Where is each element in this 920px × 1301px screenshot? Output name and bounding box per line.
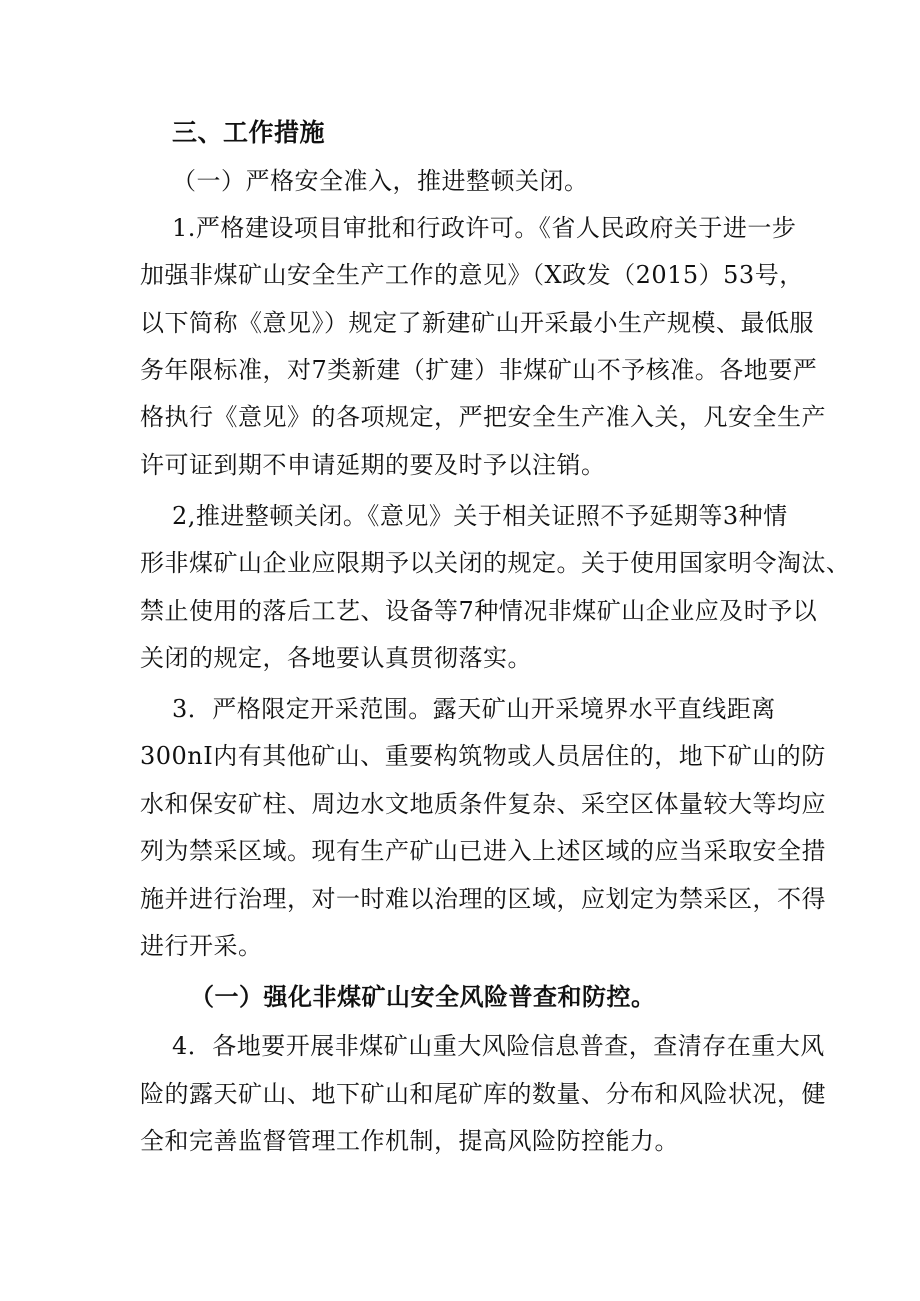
paragraph-2-line-4: 关闭的规定，各地要认真贯彻落实。 — [140, 644, 532, 672]
paragraph-4-line-2: 险的露天矿山、地下矿山和尾矿库的数量、分布和风险状况，健 — [140, 1080, 826, 1108]
paragraph-3-line-6: 进行开采。 — [140, 932, 263, 960]
paragraph-1-line-4: 务年限标准，对7类新建（扩建）非煤矿山不予核准。各地要严 — [140, 356, 818, 384]
subsection-title-2: （一）强化非煤矿山安全风险普查和防控。 — [190, 983, 656, 1011]
paragraph-3-line-2: 300nI内有其他矿山、重要构筑物或人员居住的，地下矿山的防 — [140, 742, 826, 770]
paragraph-2-line-3: 禁止使用的落后工艺、设备等7种情况非煤矿山企业应及时予以 — [140, 597, 818, 625]
paragraph-2-line-1: 2,推进整顿关闭。《意见》关于相关证照不予延期等3种情 — [172, 502, 788, 530]
section-title: 三、工作措施 — [172, 118, 326, 147]
paragraph-3-line-4: 列为禁采区域。现有生产矿山已进入上述区域的应当采取安全措 — [140, 837, 826, 865]
paragraph-4-line-3: 全和完善监督管理工作机制，提高风险防控能力。 — [140, 1127, 679, 1155]
paragraph-3-line-5: 施并进行治理，对一时难以治理的区域，应划定为禁采区，不得 — [140, 885, 826, 913]
paragraph-1-line-2: 加强非煤矿山安全生产工作的意见》（X政发（2015）53号， — [140, 261, 804, 289]
paragraph-3-line-1: 3．严格限定开采范围。露天矿山开采境界水平直线距离 — [172, 695, 776, 723]
paragraph-1-line-6: 许可证到期不申请延期的要及时予以注销。 — [140, 451, 606, 479]
paragraph-1-line-5: 格执行《意见》的各项规定，严把安全生产准入关，凡安全生产 — [140, 403, 826, 431]
paragraph-3-line-3: 水和保安矿柱、周边水文地质条件复杂、采空区体量较大等均应 — [140, 790, 826, 818]
paragraph-1-line-1: 1.严格建设项目审批和行政许可。《省人民政府关于进一步 — [172, 214, 797, 242]
paragraph-2-line-2: 形非煤矿山企业应限期予以关闭的规定。关于使用国家明令淘汰、 — [140, 549, 851, 577]
paragraph-1-line-3: 以下简称《意见》）规定了新建矿山开采最小生产规模、最低服 — [140, 309, 814, 337]
paragraph-4-line-1: 4．各地要开展非煤矿山重大风险信息普查，查清存在重大风 — [172, 1032, 825, 1060]
subsection-title-1: （一）严格安全准入，推进整顿关闭。 — [172, 167, 589, 195]
